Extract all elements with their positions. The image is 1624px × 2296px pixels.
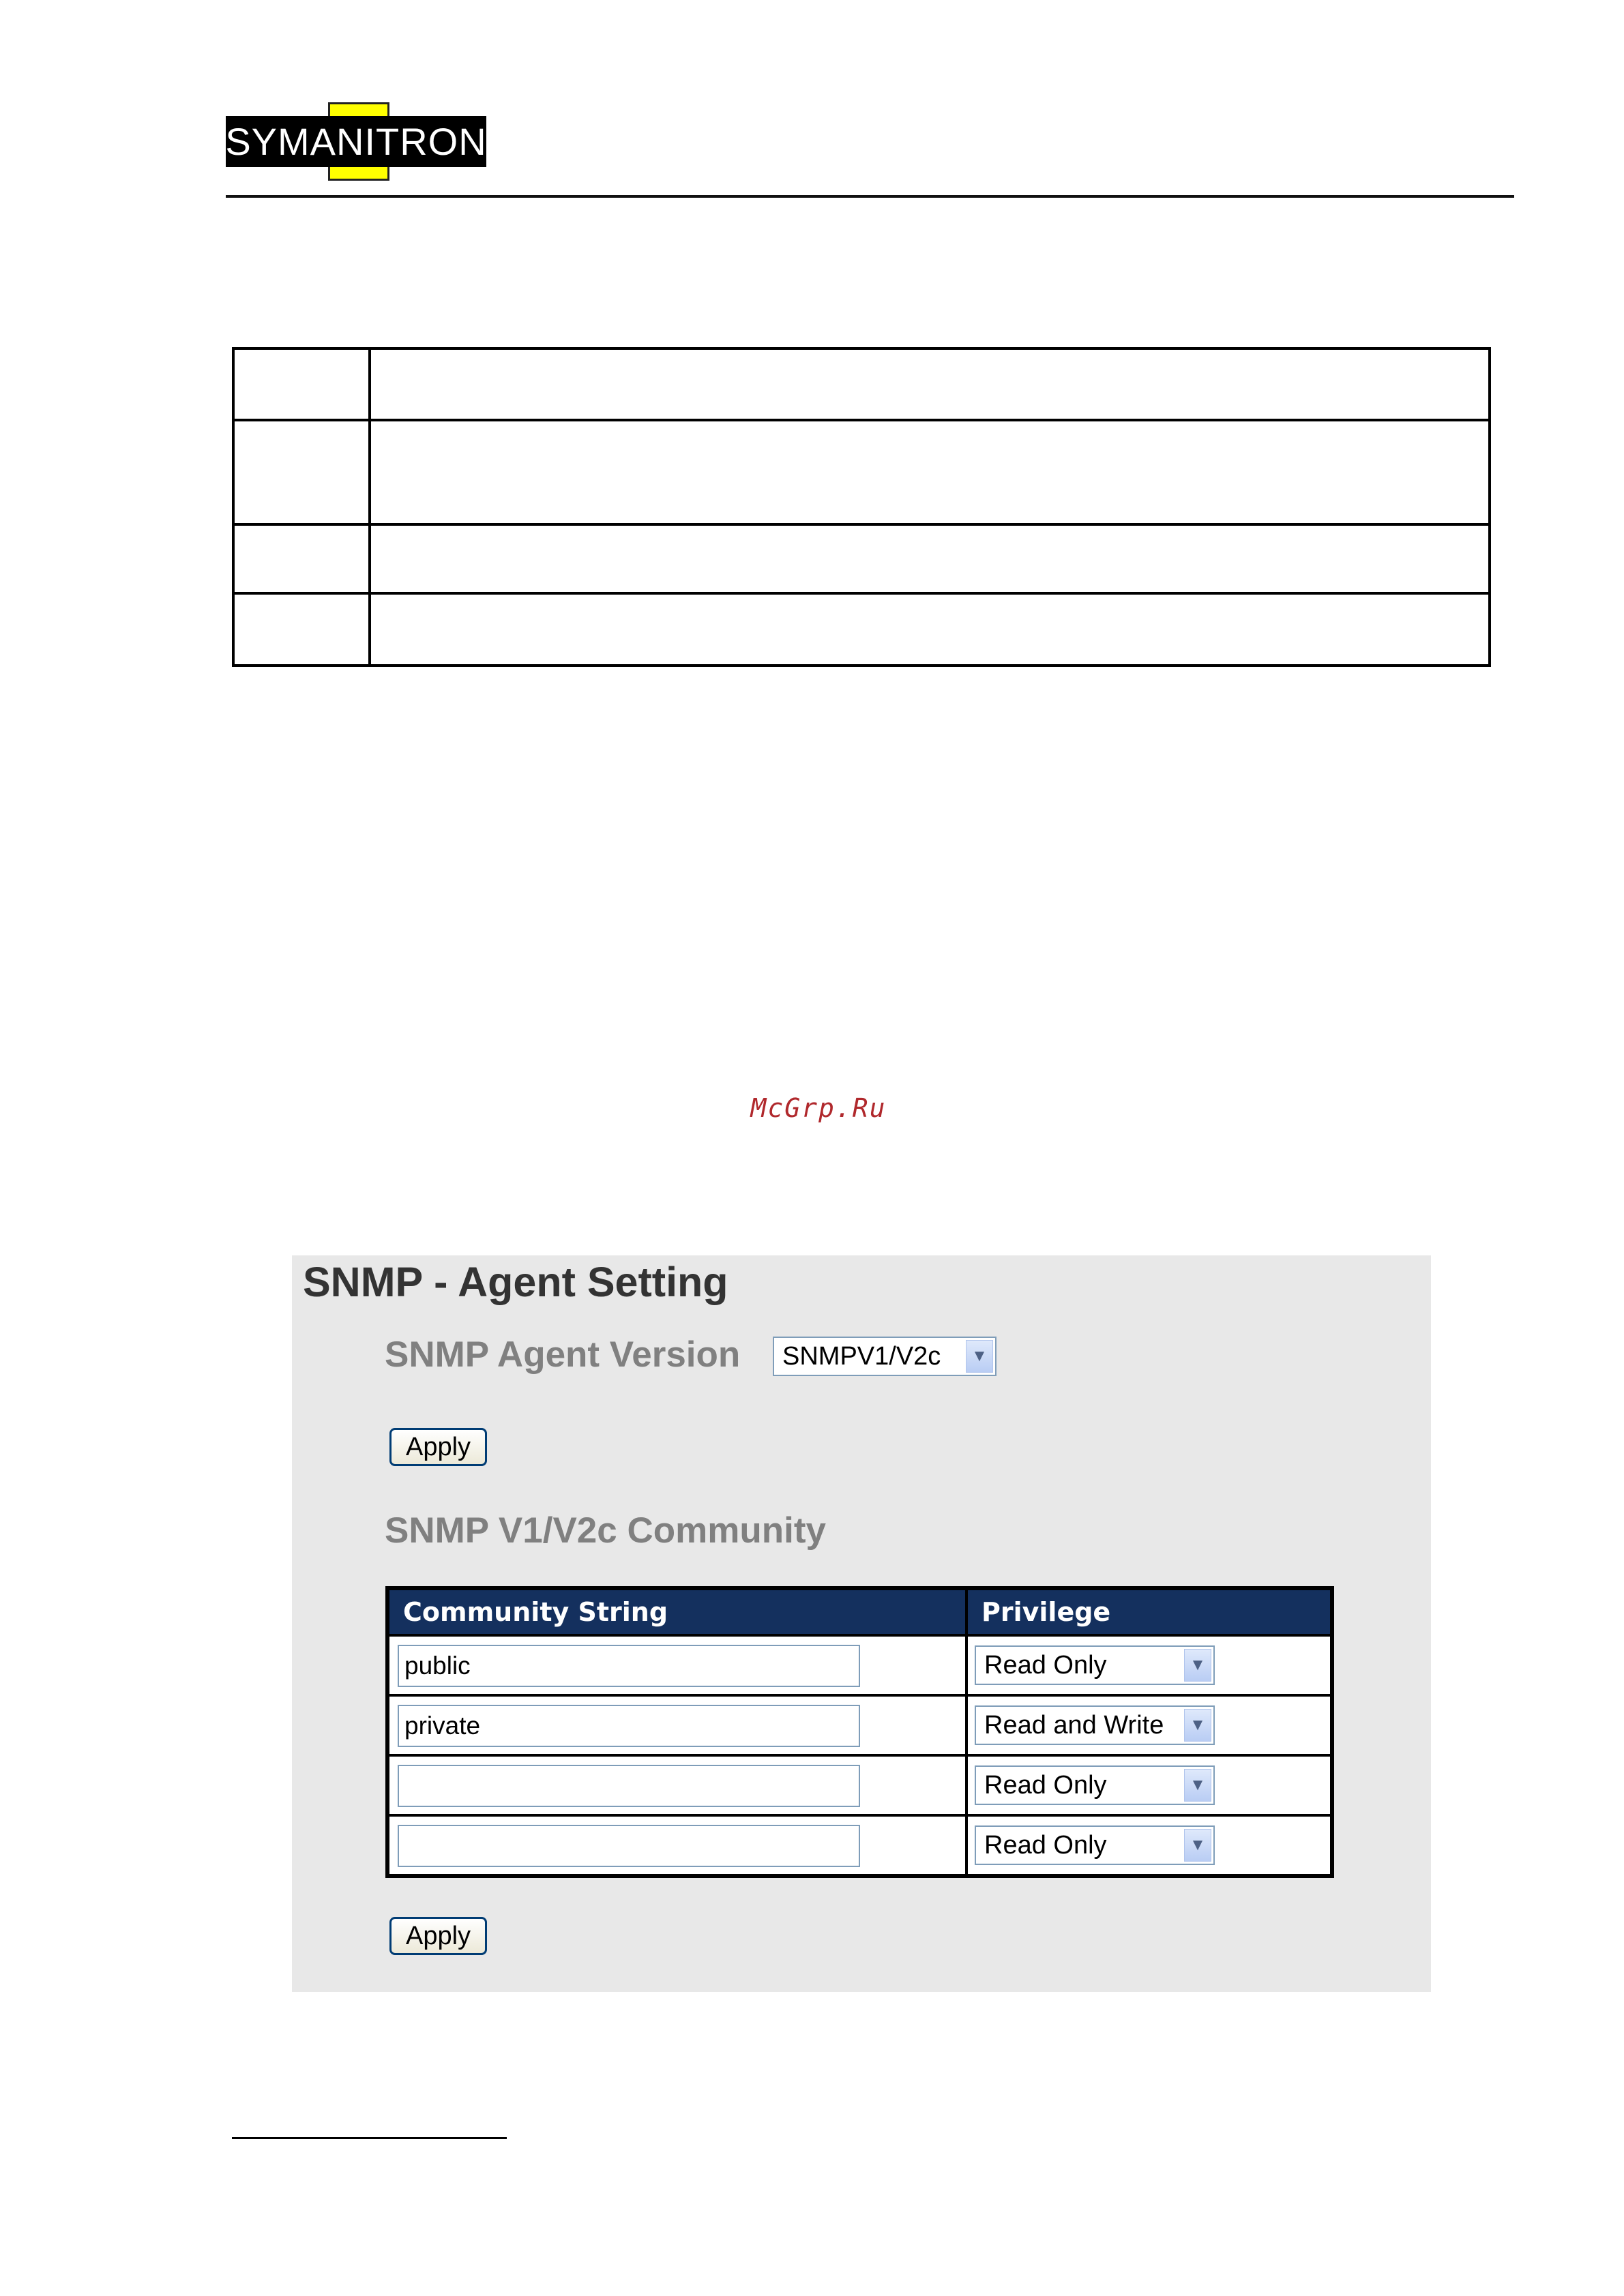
community-cell [387,1635,966,1695]
chevron-down-icon[interactable]: ▼ [1184,1649,1211,1682]
symanitron-logo [226,102,486,184]
privilege-cell [966,1755,1332,1815]
table-row [233,524,1490,593]
privilege-select[interactable] [975,1825,1215,1865]
table-row [233,348,1490,420]
privilege-cell [966,1695,1332,1755]
table-row [387,1635,1332,1695]
table-row [233,593,1490,666]
snmp-agent-setting-panel [292,1255,1431,1992]
watermark: McGrp.Ru [750,1093,887,1123]
community-string-input[interactable] [398,1825,860,1867]
chevron-down-icon[interactable]: ▼ [1184,1709,1211,1742]
table-cell [233,524,370,593]
apply-community-button[interactable]: Apply [389,1917,487,1955]
header-divider [226,195,1514,198]
footnote-divider [232,2137,507,2139]
privilege-value: Read Only [984,1830,1107,1860]
agent-version-select[interactable] [773,1337,996,1376]
privilege-select[interactable] [975,1705,1215,1745]
privilege-header: Privilege [966,1588,1332,1635]
agent-version-value: SNMPV1/V2c [782,1341,941,1371]
chevron-down-icon[interactable]: ▼ [1184,1829,1211,1862]
privilege-cell [966,1635,1332,1695]
table-cell [370,524,1490,593]
privilege-select[interactable] [975,1645,1215,1685]
apply-version-button[interactable]: Apply [389,1428,487,1466]
privilege-value: Read and Write [984,1710,1164,1740]
table-row [387,1815,1332,1876]
privilege-value: Read Only [984,1770,1107,1800]
table-cell [370,420,1490,524]
community-cell [387,1815,966,1876]
table-row [387,1695,1332,1755]
table-row [233,420,1490,524]
chevron-down-icon[interactable]: ▼ [1184,1769,1211,1802]
community-table [385,1586,1334,1878]
community-string-header: Community String [387,1588,966,1635]
community-string-input[interactable] [398,1705,860,1747]
table-cell [370,593,1490,666]
community-string-input[interactable] [398,1645,860,1687]
table-row [387,1755,1332,1815]
agent-version-label: SNMP Agent Version [385,1335,741,1375]
table-header-row [387,1588,1332,1635]
document-table [232,347,1491,667]
logo-text: SYMANITRON [225,119,487,163]
table-cell [370,348,1490,420]
community-cell [387,1755,966,1815]
table-cell [233,348,370,420]
table-cell [233,593,370,666]
chevron-down-icon[interactable]: ▼ [966,1340,993,1373]
privilege-cell [966,1815,1332,1876]
logo-banner [226,116,486,167]
table-cell [233,420,370,524]
privilege-select[interactable] [975,1765,1215,1805]
privilege-value: Read Only [984,1650,1107,1680]
community-string-input[interactable] [398,1765,860,1807]
community-section-label: SNMP V1/V2c Community [385,1510,826,1551]
community-cell [387,1695,966,1755]
page-title: SNMP - Agent Setting [303,1259,728,1305]
